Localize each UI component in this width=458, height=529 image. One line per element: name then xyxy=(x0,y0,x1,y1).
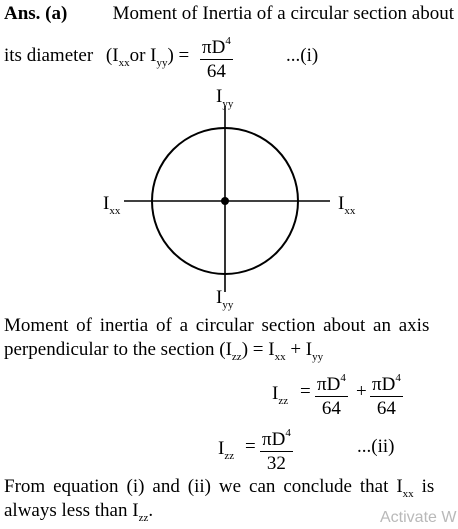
eq1-tag: ...(i) xyxy=(286,45,319,66)
eq2-lhs: $I_{zz}$ xyxy=(272,383,289,407)
conclusion-line1: From equation (i) and (ii) we can conclude that $I_{xx}$ is xyxy=(4,476,435,500)
paragraph2-line2: perpendicular to the section $(I_{zz}) = I_{xx} + I_{yy}$ xyxy=(4,339,324,363)
eq3-tag: ...(ii) xyxy=(357,436,395,457)
eq1-fraction: $\frac{\pi D^4}{64}$ xyxy=(200,30,233,83)
eq2-plus: + xyxy=(356,381,367,402)
answer-label: Ans. (a) xyxy=(4,3,68,24)
diagram-top-label: $I_{yy}$ xyxy=(216,86,234,110)
eq2-fraction-b: $\frac{\pi D^4}{64}$ xyxy=(370,367,403,420)
intro-text-1: Moment of Inertia of a circular section about xyxy=(112,3,454,24)
eq3-lhs: $I_{zz}$ xyxy=(218,438,235,462)
diagram-bottom-label: $I_{yy}$ xyxy=(216,287,234,311)
diagram-left-label: $I_{xx}$ xyxy=(103,193,121,217)
paragraph2-line1: Moment of inertia of a circular section about an axis xyxy=(4,315,430,336)
eq3-equals: = xyxy=(245,436,256,457)
eq2-equals: = xyxy=(300,381,311,402)
centroid-dot xyxy=(221,197,229,205)
conclusion-line2: always less than $I_{zz}$. xyxy=(4,500,154,524)
eq3-fraction: $\frac{\pi D^4}{32}$ xyxy=(260,422,293,475)
diagram-right-label: $I_{xx}$ xyxy=(338,193,356,217)
intro-text-2: its diameter xyxy=(4,45,94,66)
eq2-fraction-a: $\frac{\pi D^4}{64}$ xyxy=(315,367,348,420)
eq1-lhs: ($I_{xx}or$ $I_{yy}$) = xyxy=(105,45,190,69)
activate-windows-watermark: Activate W xyxy=(380,509,457,526)
